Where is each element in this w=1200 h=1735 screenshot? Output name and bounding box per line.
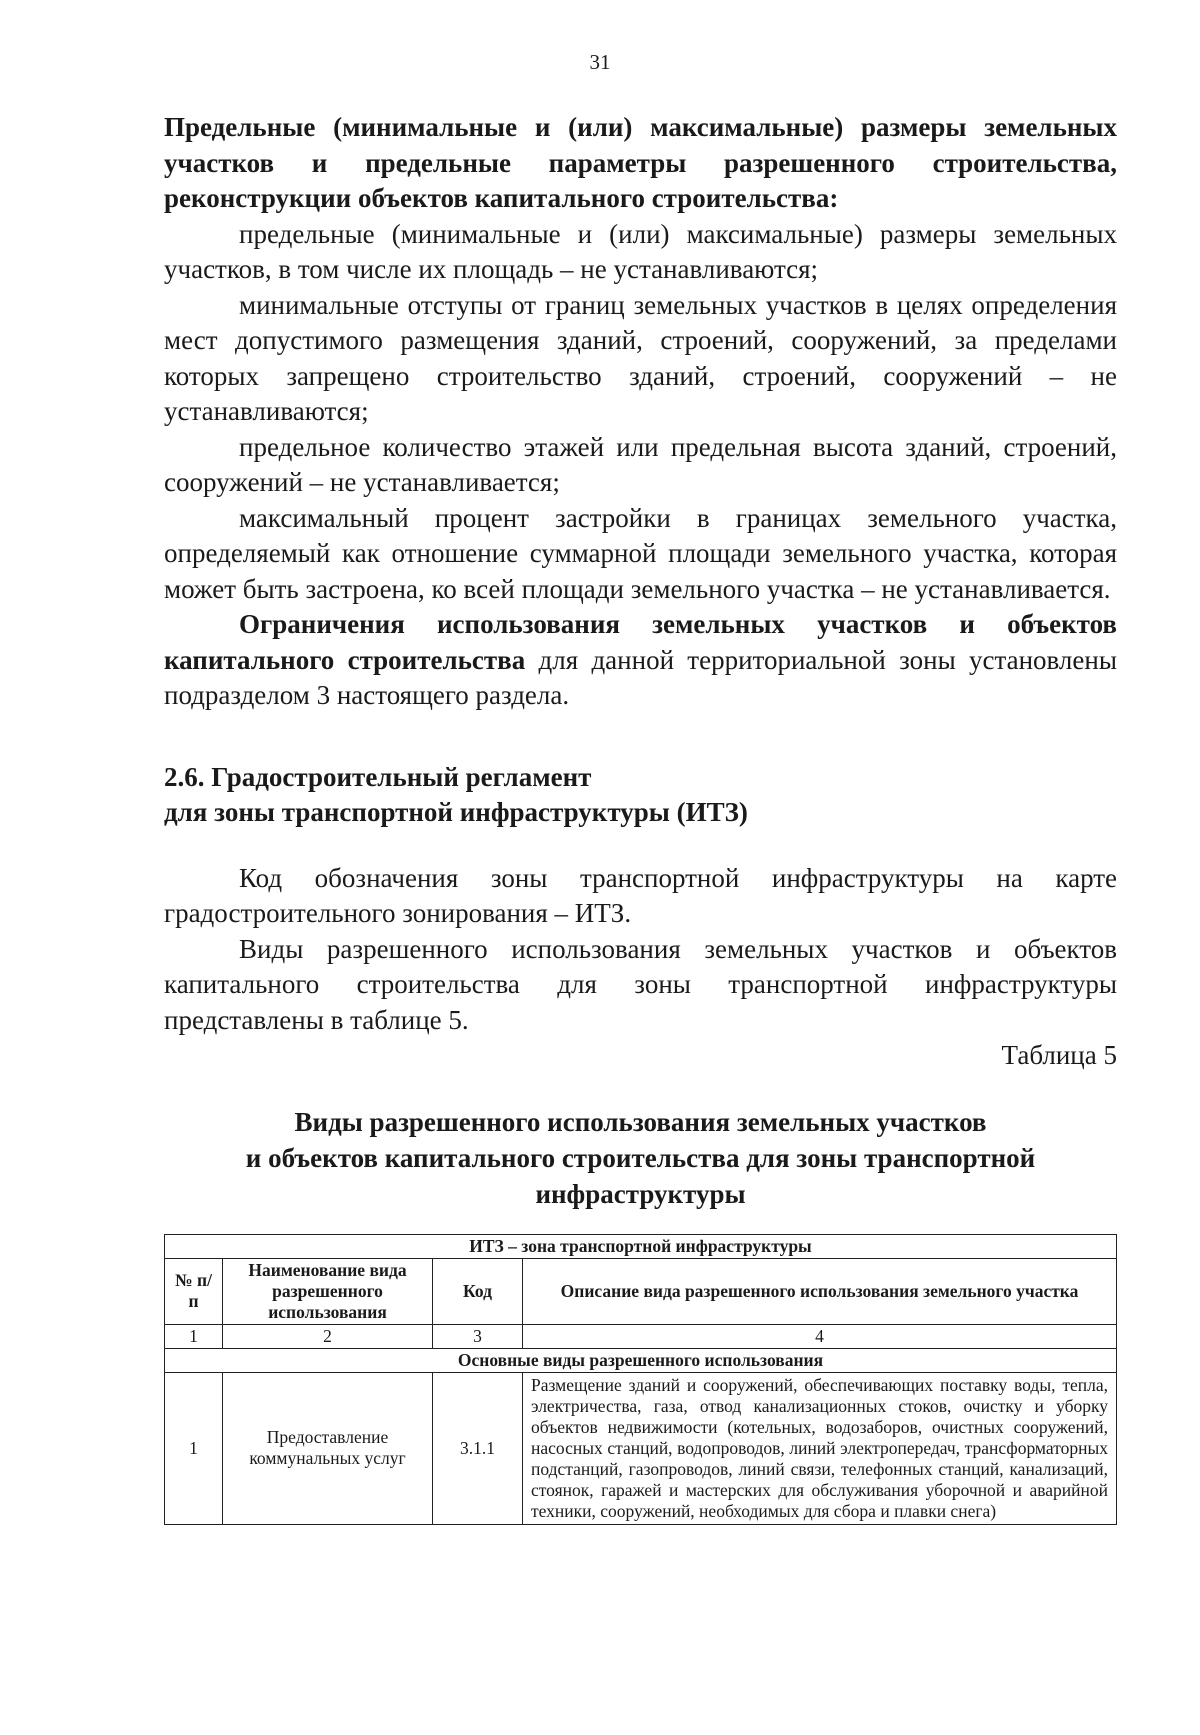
row-description: Размещение зданий и сооружений, обеспечивающих поставку воды, тепла, электричества, газа, отвод канализационных стоков, очистку и уборку объектов недвижимости (котельных, водозаборов, очистных сооружений, насосных станций, водопроводов, линий электропередач, трансформаторных подстанций, газопроводов, линий связи, телефонных станций, канализаций, стоянок, гаражей и мастерских для обслуживания уборочной и аварийной техники, сооружений, необходимых для сбора и плавки снега) (523, 1372, 1117, 1524)
column-header-code: Код (433, 1258, 523, 1324)
zone-header-row (165, 1234, 1117, 1258)
column-number: 3 (433, 1324, 523, 1348)
table-title-line: инфраструктуры (535, 1178, 746, 1209)
table-label: Таблица 5 (1001, 1040, 1117, 1070)
zone-code-paragraph: Код обозначения зоны транспортной инфраструктуры на карте градостроительного зонирования – ИТЗ. (164, 862, 1117, 928)
column-number-row (165, 1324, 1117, 1348)
restrictions-rest: для данной территориальной зоны установлены подразделом 3 настоящего раздела. (164, 644, 1117, 710)
table-title-line: Виды разрешенного использования земельных участков (294, 1106, 987, 1137)
section-title-line: 2.6. Градостроительный регламент (164, 761, 592, 792)
column-number: 1 (165, 1324, 223, 1348)
intro-heading: Предельные (минимальные и (или) максимальные) размеры земельных участков и предельные параметры разрешенного строительства, реконструкции объектов капитального строительства: (164, 112, 1117, 213)
row-code: 3.1.1 (433, 1372, 523, 1524)
column-number: 4 (523, 1324, 1117, 1348)
table-title (164, 1104, 1117, 1212)
column-header-name: Наименование вида разрешенного использования (223, 1258, 433, 1324)
group-label: Основные виды разрешенного использования (165, 1348, 1117, 1372)
column-header-description: Описание вида разрешенного использования земельного участка (523, 1258, 1117, 1324)
permitted-use-table (164, 1234, 1117, 1525)
page-number: 31 (589, 50, 611, 74)
intro-item: максимальный процент застройки в границах земельного участка, определяемый как отношение суммарной площади земельного участка, которая может быть застроена, ко всей площади земельного участка – не устанавливается. (164, 502, 1117, 604)
column-header-number: № п/п (165, 1258, 223, 1324)
restrictions-bold: Ограничения использования земельных участков и объектов капитального строительства (164, 609, 1117, 675)
section-title (164, 760, 1117, 831)
row-use-name: Предоставление коммунальных услуг (223, 1372, 433, 1524)
section-title-line: для зоны транспортной инфраструктуры (ИТЗ) (164, 797, 748, 827)
column-header-row (165, 1258, 1117, 1324)
table-title-line: и объектов капитального строительства для зоны транспортной (245, 1142, 1036, 1173)
row-number: 1 (165, 1372, 223, 1524)
restrictions-paragraph (164, 607, 1117, 714)
document-body (164, 110, 1117, 1525)
group-row (165, 1348, 1117, 1372)
intro-item: предельные (минимальные и (или) максимальные) размеры земельных участков, в том числе их площадь – не устанавливаются; (164, 218, 1117, 284)
column-number: 2 (223, 1324, 433, 1348)
intro-item: предельное количество этажей или предельная высота зданий, строений, сооружений – не устанавливается; (164, 431, 1117, 497)
zone-header: ИТЗ – зона транспортной инфраструктуры (165, 1234, 1117, 1258)
table-row (165, 1372, 1117, 1524)
intro-item: минимальные отступы от границ земельных участков в целях определения мест допустимого размещения зданий, строений, сооружений, за пределами которых запрещено строительство зданий, строений, сооружений – не устанавливаются; (164, 289, 1117, 426)
table-reference-paragraph: Виды разрешенного использования земельных участков и объектов капитального строительства для зоны транспортной инфраструктуры представлены в таблице 5. (164, 933, 1117, 1035)
